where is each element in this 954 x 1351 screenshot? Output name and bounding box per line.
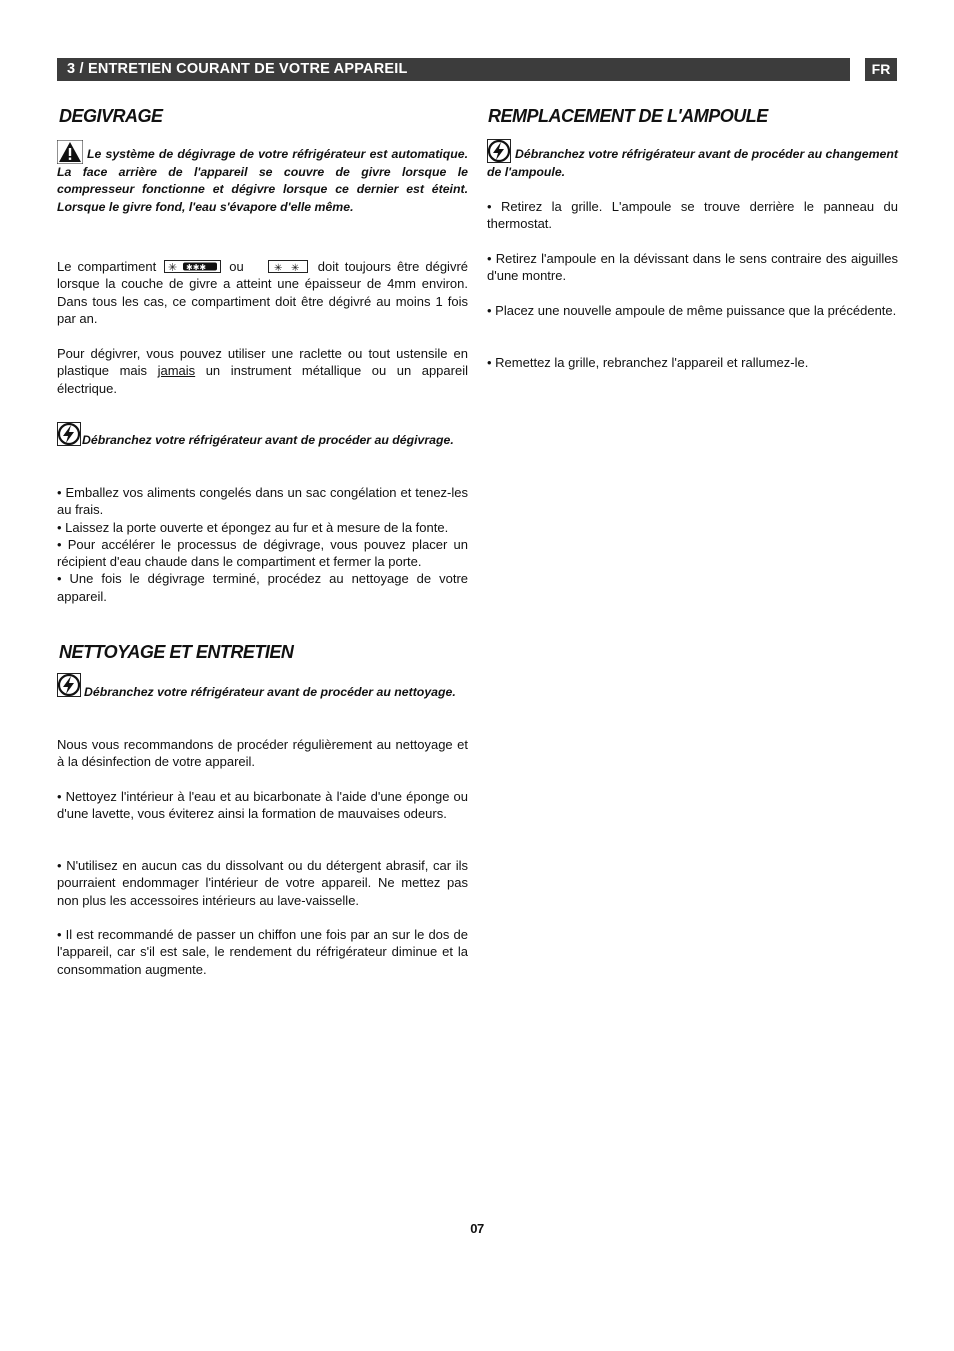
nettoyage-title: NETTOYAGE ET ENTRETIEN	[59, 642, 294, 662]
nettoyage-bullet-1: • Nettoyez l'intérieur à l'eau et au bicarbonate à l'aide d'une éponge ou d'une lavette, vous éviterez ainsi la formation de mauvaises odeurs.	[57, 789, 468, 822]
degivrage-bullet-list	[57, 484, 468, 605]
degivrage-warning: Le système de dégivrage de votre réfrigérateur est automatique. La face arrière de l'appareil se couvre de givre lorsque le compresseur fonctionne et dégivre lorsque ce dernier est éteint. Lorsque le givre fond, l'eau s'évapore d'elle même.	[57, 147, 468, 214]
p2-text-a: Pour dégivrer, vous pouvez utiliser une raclette ou tout ustensile en plastique mais	[57, 346, 468, 379]
list-item: • Laissez la porte ouverte et épongez au fur et à mesure de la fonte.	[57, 519, 449, 535]
two-star-freezer-icon	[268, 260, 308, 273]
degivrage-paragraph-2	[57, 345, 468, 397]
list-item: • Emballez vos aliments congelés dans un sac congélation et tenez-les au frais.	[57, 485, 468, 518]
nettoyage-unplug-warning: Débranchez votre réfrigérateur avant de procéder au nettoyage.	[84, 685, 456, 699]
p1-text-ou: ou	[229, 259, 244, 274]
svg-text:✱✱✱: ✱✱✱	[186, 263, 207, 272]
language-badge: FR	[865, 58, 897, 81]
list-item: • Pour accélérer le processus de dégivrage, vous pouvez placer un récipient d'eau chaude dans le compartiment et fermer la porte.	[57, 536, 468, 570]
nettoyage-intro: Nous vous recommandons de procéder régulièrement au nettoyage et à la désinfection de votre appareil.	[57, 737, 468, 770]
ampoule-bullet-3: • Placez une nouvelle ampoule de même puissance que la précédente.	[487, 303, 897, 318]
ampoule-bullet-1: • Retirez la grille. L'ampoule se trouve derrière le panneau du thermostat.	[487, 199, 898, 232]
ampoule-bullet-2: • Retirez l'ampoule en la dévissant dans le sens contraire des aiguilles d'une montre.	[487, 251, 898, 284]
degivrage-unplug-warning: Débranchez votre réfrigérateur avant de procéder au dégivrage.	[82, 433, 454, 447]
nettoyage-bullet-3: • Il est recommandé de passer un chiffon une fois par an sur le dos de l'appareil, car s'il est sale, le rendement du réfrigérateur diminue et la consommation augmente.	[57, 927, 468, 977]
svg-text:✳: ✳	[290, 263, 300, 272]
p2-underlined-word: jamais	[157, 363, 196, 379]
p1-text-a: Le compartiment	[57, 259, 157, 274]
ampoule-unplug-warning: Débranchez votre réfrigérateur avant de procéder au changement de l'ampoule.	[487, 147, 898, 179]
degivrage-title: DEGIVRAGE	[59, 106, 163, 126]
p2-text-b: un instrument métallique ou un appareil électrique.	[57, 363, 468, 396]
ampoule-bullet-4: • Remettez la grille, rebranchez l'appareil et rallumez-le.	[487, 355, 809, 370]
four-star-freezer-icon	[164, 260, 221, 273]
page-number: 07	[470, 1221, 484, 1236]
p1-text-b: doit toujours être dégivré lorsque la couche de givre a atteint une épaisseur de 4mm environ. Dans tous les cas, ce compartiment doit être dégivré au moins 1 fois par an.	[57, 259, 468, 326]
nettoyage-bullet-2: • N'utilisez en aucun cas du dissolvant ou du détergent abrasif, car ils pourraient endommager l'intérieur de votre appareil. Ne mettez pas non plus les accessoires intérieurs au lave-vaisselle.	[57, 858, 468, 908]
ampoule-title: REMPLACEMENT DE L'AMPOULE	[488, 106, 768, 126]
svg-text:✳: ✳	[168, 261, 178, 272]
section-header: 3 / ENTRETIEN COURANT DE VOTRE APPAREIL	[57, 58, 850, 81]
degivrage-paragraph-1	[57, 258, 468, 327]
list-item: • Une fois le dégivrage terminé, procédez au nettoyage de votre appareil.	[57, 571, 468, 604]
svg-text:✳: ✳	[273, 263, 283, 272]
